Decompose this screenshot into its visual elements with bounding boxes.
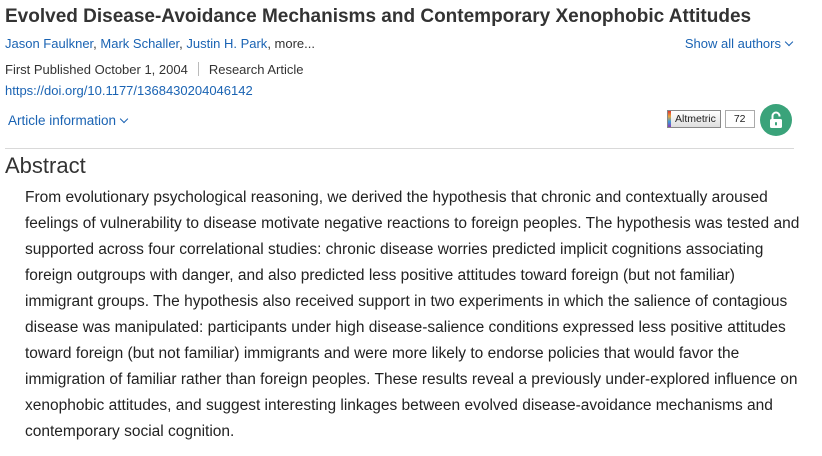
article-title: Evolved Disease-Avoidance Mechanisms and Contemporary Xenophobic Attitudes bbox=[5, 6, 752, 27]
altmetric-label: Altmetric bbox=[675, 113, 716, 125]
altmetric-score[interactable]: 72 bbox=[725, 110, 755, 128]
publication-meta bbox=[5, 62, 303, 77]
chevron-down-icon bbox=[120, 115, 128, 123]
article-information-label: Article information bbox=[8, 113, 117, 128]
author-link-schaller[interactable]: Mark Schaller bbox=[100, 36, 180, 51]
open-access-button[interactable] bbox=[760, 104, 792, 136]
article-information-toggle[interactable] bbox=[8, 113, 127, 128]
author-separator: , bbox=[179, 36, 187, 51]
article-type: Research Article bbox=[208, 62, 304, 77]
show-all-authors-button[interactable] bbox=[685, 36, 792, 51]
author-separator: , bbox=[93, 36, 101, 51]
section-divider bbox=[5, 148, 794, 149]
more-authors-link[interactable]: more... bbox=[274, 36, 316, 51]
author-list bbox=[5, 36, 315, 51]
altmetric-badge[interactable] bbox=[667, 110, 721, 128]
chevron-down-icon bbox=[785, 38, 793, 46]
author-link-park[interactable]: Justin H. Park bbox=[186, 36, 268, 51]
altmetric-logo-icon bbox=[668, 111, 671, 127]
author-separator: , bbox=[267, 36, 275, 51]
lock-open-icon bbox=[768, 111, 784, 129]
first-published-date: First Published October 1, 2004 bbox=[5, 62, 188, 77]
doi-link[interactable]: https://doi.org/10.1177/1368430204046142 bbox=[5, 83, 253, 98]
show-all-authors-label: Show all authors bbox=[684, 36, 781, 51]
abstract-text: From evolutionary psychological reasoning, we derived the hypothesis that chronic and contextually aroused feelings of vulnerability to disease motivate negative reactions to foreign peoples. The hypothesis was tested and supported across four correlational studies: chronic disease worries predicted implicit cognitions associating foreign outgroups with danger, and also predicted less positive attitudes toward foreign (but not familiar) immigrant groups. The hypothesis also received support in two experiments in which the salience of contagious disease was manipulated: participants under high disease-salience conditions expressed less positive attitudes toward foreign (but not familiar) immigrants and were more likely to endorse policies that would favor the immigration of familiar rather than foreign peoples. These results reveal a previously under-explored influence on xenophobic attitudes, and suggest interesting linkages between evolved disease-avoidance mechanisms and contemporary social cognition. bbox=[25, 189, 800, 440]
abstract-heading: Abstract bbox=[5, 153, 86, 178]
meta-divider bbox=[198, 62, 199, 76]
author-link-faulkner[interactable]: Jason Faulkner bbox=[5, 36, 94, 51]
altmetric-widget[interactable] bbox=[667, 110, 755, 128]
